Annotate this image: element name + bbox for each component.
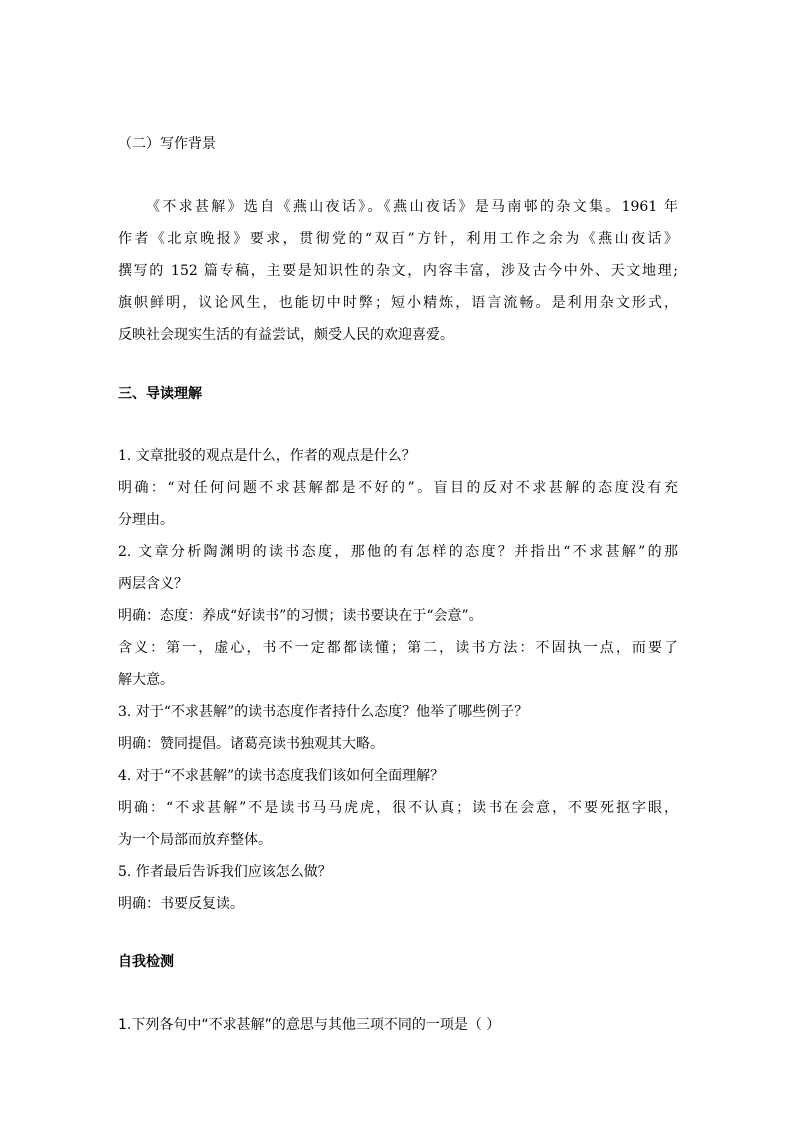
answer-4-line-1: 明确：“不求甚解”不是读书马马虎虎，很不认真；读书在会意，不要死抠字眼， xyxy=(118,800,678,816)
answer-2-attitude: 明确：态度：养成“好读书”的习惯；读书要诀在于“会意”。 xyxy=(118,608,483,624)
section-two-heading: （二）写作背景 xyxy=(118,136,216,152)
question-1-text: 1. 文章批驳的观点是什么，作者的观点是什么？ xyxy=(118,448,416,464)
question-3-text: 3. 对于“不求甚解”的读书态度作者持什么态度？他举了哪些例子？ xyxy=(118,704,529,720)
background-paragraph-line-1: 《不求甚解》选自《燕山夜话》。《燕山夜话》是马南邨的杂文集。1961 年 xyxy=(146,199,678,215)
answer-2-meaning-line-2: 解大意。 xyxy=(118,672,174,688)
answer-2-meaning-line-1: 含义：第一，虚心，书不一定都都读懂；第二，读书方法：不固执一点，而要了 xyxy=(118,640,678,656)
self-check-heading: 自我检测 xyxy=(118,954,174,970)
question-2-line-1: 2. 文章分析陶渊明的读书态度，那他的有怎样的态度？并指出“不求甚解”的那 xyxy=(118,544,678,560)
answer-3-text: 明确：赞同提倡。诸葛亮读书独观其大略。 xyxy=(118,736,384,752)
answer-1-line-1: 明确：“对任何问题不求甚解都是不好的”。盲目的反对不求甚解的态度没有充 xyxy=(118,480,678,496)
background-paragraph-line-3: 撰写的 152 篇专稿，主要是知识性的杂文，内容丰富，涉及古今中外、天文地理; xyxy=(118,263,678,279)
self-check-question-1: 1.下列各句中“不求甚解”的意思与其他三项不同的一项是（ ） xyxy=(118,1017,501,1033)
background-paragraph-line-5: 反映社会现实生活的有益尝试，颇受人民的欢迎喜爱。 xyxy=(118,327,454,343)
answer-4-line-2: 为一个局部而放弃整体。 xyxy=(118,832,272,848)
question-5-text: 5. 作者最后告诉我们应该怎么做？ xyxy=(118,864,332,880)
question-4-text: 4. 对于“不求甚解”的读书态度我们该如何全面理解？ xyxy=(118,768,445,784)
question-2-line-2: 两层含义？ xyxy=(118,576,188,592)
answer-5-text: 明确：书要反复读。 xyxy=(118,896,244,912)
background-paragraph-line-4: 旗帜鲜明，议论风生，也能切中时弊；短小精炼，语言流畅。是利用杂文形式， xyxy=(118,295,678,311)
background-paragraph-line-2: 作者《北京晚报》要求，贯彻党的“双百”方针，利用工作之余为《燕山夜话》 xyxy=(118,231,678,247)
section-three-heading: 三、导读理解 xyxy=(118,386,202,402)
answer-1-line-2: 分理由。 xyxy=(118,512,174,528)
